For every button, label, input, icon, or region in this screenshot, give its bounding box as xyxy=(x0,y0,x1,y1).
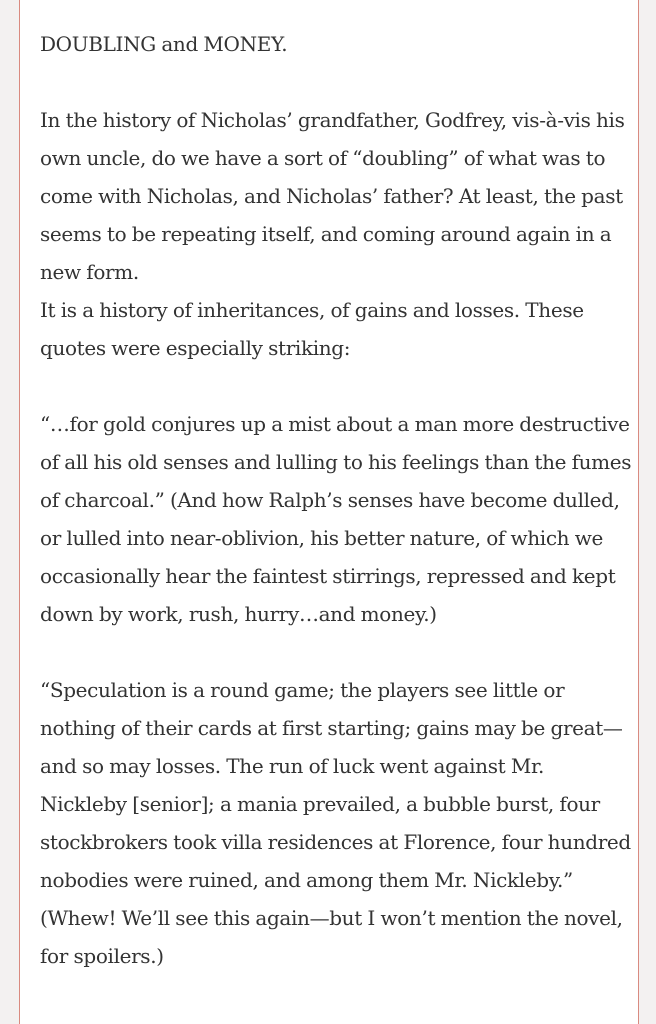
paragraph-intro: In the history of Nicholas’ grandfather, Godfrey, vis-à-vis his own uncle, do we have a sort of “doubling” of what was to come with Nicholas, and Nicholas’ father? At least, the past seems to be repeating itself, and coming around again in a new form. xyxy=(40,108,625,284)
article-page xyxy=(19,0,639,1024)
paragraph-inheritances: It is a history of inheritances, of gains and losses. These quotes were especially striking: xyxy=(40,298,584,360)
paragraph-spacer xyxy=(40,633,632,671)
paragraph-spacer xyxy=(40,63,632,101)
article-body xyxy=(40,25,632,975)
paragraph-spacer xyxy=(40,367,632,405)
quote-gold: “…for gold conjures up a mist about a man more destructive of all his old senses and lulling to his feelings than the fumes of charcoal.” (And how Ralph’s senses have become dulled, or lulled into near-oblivion, his better nature, of which we occasionally hear the faintest stirrings, repressed and kept down by work, rush, hurry…and money.) xyxy=(40,412,632,626)
quote-speculation: “Speculation is a round game; the players see little or nothing of their cards at first starting; gains may be great—and so may losses. The run of luck went against Mr. Nickleby [senior]; a mania prevailed, a bubble burst, four stockbrokers took villa residences at Florence, four hundred nobodies were ruined, and among them Mr. Nickleby.” (Whew! We’ll see this again—but I won’t mention the novel, for spoilers.) xyxy=(40,678,631,968)
section-heading: DOUBLING and MONEY. xyxy=(40,32,288,56)
